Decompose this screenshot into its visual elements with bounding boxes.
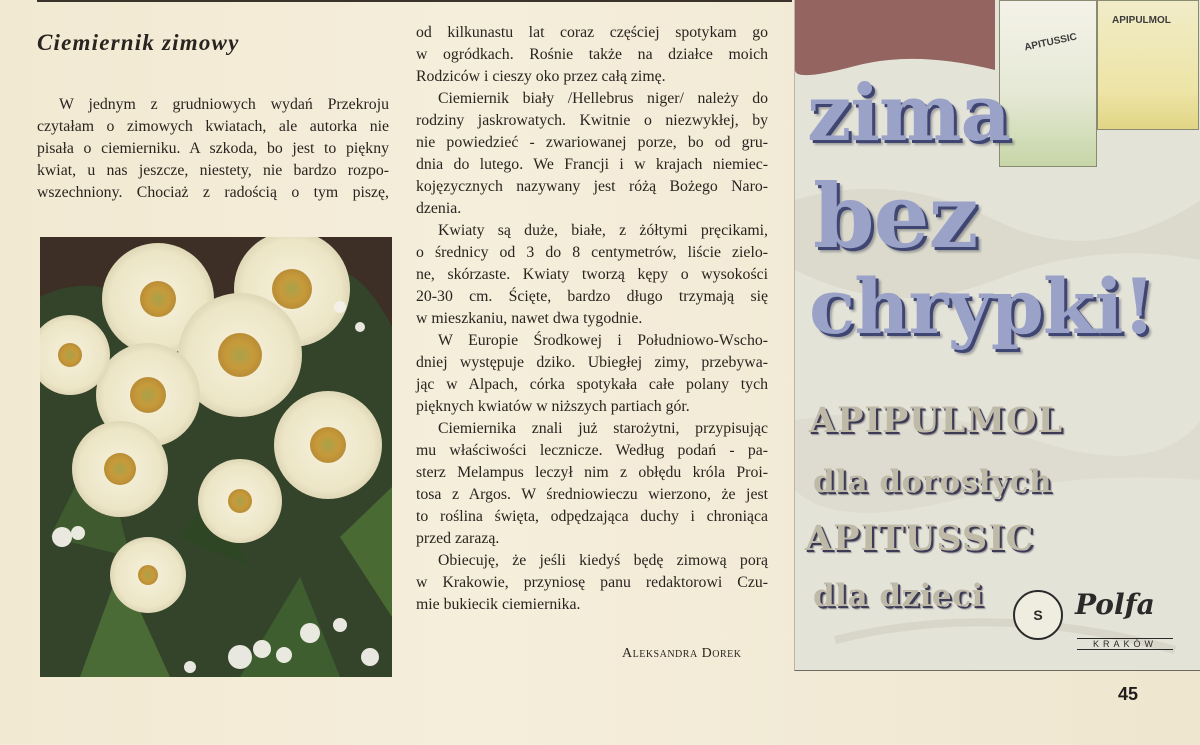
flower [110,537,186,613]
flower [198,459,282,543]
text-line: w Krakowie, przyniosę panu redaktorowi Czu- [416,574,768,591]
text-line: Obiecuję, że jeśli kiedyś będę zimową porą [438,552,768,569]
article-title: Ciemiernik zimowy [37,30,240,55]
text-line: tosa z Argos. W średniowieczu wierzono, że jest [416,486,768,503]
page-number: 45 [1118,684,1139,704]
text-line: Kwiaty są duże, białe, z żółtymi pręcikami, [438,222,768,239]
flower [72,421,168,517]
text-line: mu właściwości lecznicze. Według podań - pa- [416,442,768,459]
package-label: APIPULMOL [1112,15,1171,26]
text-line: wszechniony. Chociaż z radością o tym piszę, [37,184,389,201]
text-line: nie powiedzieć - zwariowanej porze, bo od gru- [416,134,768,151]
text-line: W jednym z grudniowych wydań Przekroju [59,96,389,113]
brand-name: Polfa [1075,588,1155,621]
polfa-logo-icon: S [1013,590,1063,640]
text-line: czytałam o zimowych kwiatach, ale autorka nie [37,118,389,135]
text-line: w mieszkaniu, nawet dwa tygodnie. [416,310,643,327]
text-line: pisała o ciemierniku. A szkoda, bo jest to piękny [37,140,389,157]
top-rule [37,0,792,2]
text-line: ne, skórzaste. Kwiaty tworzą kępy o wysokości [416,266,768,283]
article-author: Aleksandra Dorek [622,646,742,661]
text-line: dzenia. [416,200,462,217]
text-line: rodziny jaskrowatych. Kwitnie o niezwykłej, by [416,112,768,129]
text-line: o średnicy od 3 do 8 centymetrów, liście zielo- [416,244,768,261]
text-line: 20-30 cm. Ścięte, bardzo długo trzymają się [416,288,768,305]
text-line: W Europie Środkowej i Południowo-Wscho- [438,332,768,349]
ad-headline-chrypki: chrypki! [809,262,1155,351]
ad-product-apipulmol: APIPULMOL [809,400,1064,441]
text-line: Ciemiernika znali już starożytni, przypisując [438,420,768,437]
text-line: Ciemiernik biały /Hellebrus niger/ należy do [438,90,768,107]
advertisement [794,0,1200,671]
text-line: sterz Melampus leczył nim z obłędu króla Proi- [416,464,768,481]
apitussic-package [999,0,1097,167]
ad-headline-zima: zima [807,68,1010,159]
article-column-2 [416,22,768,616]
text-line: od kilkunastu lat coraz częściej spotykam go [416,24,768,41]
text-line: kojęzycznych nazywany jest różą Bożego Naro- [416,178,768,195]
hellebore-illustration [40,237,392,677]
ad-product-audience-children: dla dzieci [813,578,984,614]
article-column-1 [37,94,389,204]
text-line: jąc w Alpach, córka spotykała całe polany tych [416,376,768,393]
text-line: Rodziców i cieszy oko przez całą zimę. [416,68,666,85]
text-line: pięknych kwiatów w niższych partiach gór. [416,398,690,415]
text-line: dniej występuje dziko. Ubiegłej zimy, przebywa- [416,354,768,371]
package-label: APITUSSIC [1023,31,1078,54]
ad-headline-bez: bez [813,164,978,268]
text-line: mie bukiecik ciemiernika. [416,596,581,613]
ad-product-audience-adults: dla dorosłych [813,464,1052,500]
apipulmol-package [1097,0,1199,130]
text-line: kwiat, u nas jeszcze, niestety, nie bardzo rozpo- [37,162,389,179]
brand-city: KRAKÓW [1077,638,1173,650]
flower [274,391,382,499]
text-line: dnia do lutego. We Francji i w krajach niemiec- [416,156,768,173]
ad-product-apitussic: APITUSSIC [805,518,1035,559]
hellebore-photo [40,237,392,677]
text-line: w ogródkach. Rośnie także na działce moich [416,46,768,63]
text-line: to roślina święta, odpędzająca duchy i chroniąca [416,508,768,525]
text-line: przed zarazą. [416,530,500,547]
